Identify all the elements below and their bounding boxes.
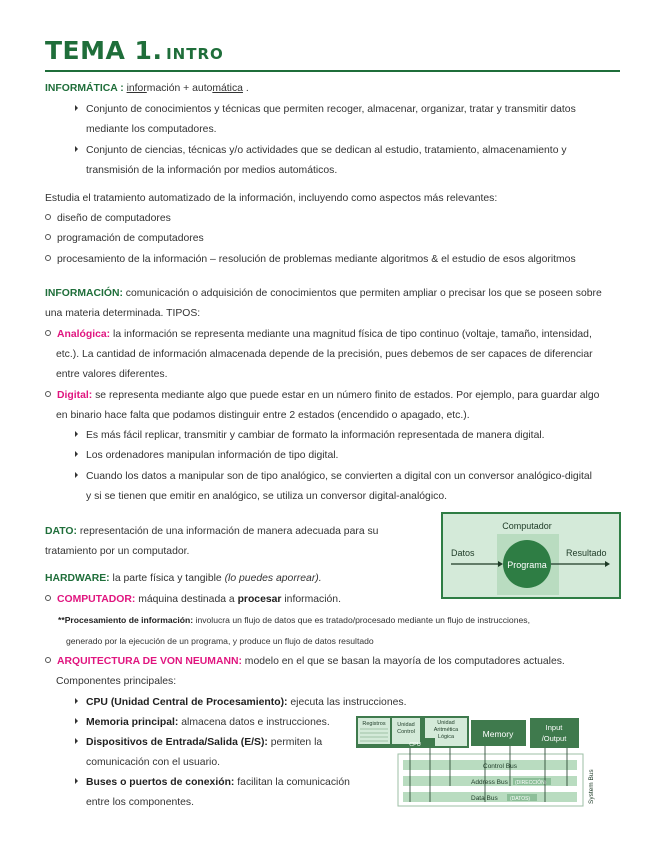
digital-label: Digital:: [57, 390, 93, 401]
digital-text: se representa mediante algo que puede estar en un número finito de estados. Por ejemplo, para guardar algo: [92, 390, 600, 401]
study-text: Estudia el tratamiento automatizado de la información, incluyendo como aspectos más relevantes:: [45, 193, 498, 204]
list-item: [75, 450, 338, 461]
list-item: [75, 777, 350, 788]
circle-bullet-icon: [45, 234, 51, 240]
list-item: [45, 656, 565, 667]
bullet-text: Conjunto de conocimientos y técnicas que permiten recoger, almacenar, organizar, tratar y transmitir datos: [86, 104, 576, 115]
list-item: [45, 254, 576, 265]
bullet-icon: [75, 146, 78, 152]
list-item-cont: [86, 124, 217, 135]
programa-label: Programa: [507, 560, 547, 570]
list-item: [75, 471, 592, 482]
resultado-label: Resultado: [566, 548, 607, 558]
data-bus-label: Data Bus: [471, 795, 498, 802]
circle-bullet-icon: [45, 330, 51, 336]
definition-text: información.: [281, 594, 341, 605]
list-item: [75, 697, 406, 708]
definition-text: representación de una información de manera adecuada para su: [76, 526, 379, 537]
component-name: Dispositivos de Entrada/Salida (E/S):: [86, 737, 268, 748]
component-text: comunicación con el usuario.: [86, 757, 220, 768]
list-item: [45, 329, 592, 340]
component-name: Memoria principal:: [86, 717, 179, 728]
analog-text: etc.). La cantidad de información almacenada depende de la precisión, pues debemos de ser capaces de diferenciar: [56, 349, 593, 360]
analog-text: la información se representa mediante una magnitud física de tipo continuo (voltaje, tamaño, intensidad,: [110, 329, 592, 340]
definition-text: comunicación o adquisición de conocimientos que permiten ampliar o precisar los que se poseen sobre: [122, 288, 602, 299]
definition-text: modelo en el que se basan la mayoría de los computadores actuales.: [241, 656, 565, 667]
list-item: [75, 737, 322, 748]
italic-note: (lo puedes aporrear).: [224, 573, 322, 584]
bullet-text: Es más fácil replicar, transmitir y cambiar de formato la información representada de manera digital.: [86, 430, 545, 441]
def-part: .: [242, 83, 249, 94]
control-unit-label: Control: [397, 729, 415, 735]
io-label: Input: [545, 723, 563, 732]
bullet-text: transmisión de la información por medios automáticos.: [86, 165, 338, 176]
def-part: mación + auto: [146, 83, 213, 94]
component-name: CPU (Unidad Central de Procesamiento):: [86, 697, 288, 708]
list-item-cont: [86, 165, 337, 176]
bullet-text: mediante los computadores.: [86, 124, 217, 135]
bold-word: procesar: [237, 594, 282, 605]
circle-bullet-icon: [45, 255, 51, 261]
digital-text: en binario hace falta que podamos distinguir entre 2 estados (encendido o apagado, etc.).: [56, 410, 470, 421]
neumann-label: ARQUITECTURA DE VON NEUMANN:: [57, 656, 242, 667]
def-part: mática: [212, 83, 243, 94]
hardware-label: HARDWARE:: [45, 573, 110, 584]
component-text: almacena datos e instrucciones.: [178, 717, 330, 728]
component-name: Buses o puertos de conexión:: [86, 777, 235, 788]
page-title: [45, 36, 224, 65]
title-sub: INTRO: [166, 45, 224, 63]
bullet-icon: [75, 105, 78, 111]
components-heading: Componentes principales:: [56, 676, 177, 687]
component-text: ejecuta las instrucciones.: [287, 697, 407, 708]
component-text: permiten la: [267, 737, 323, 748]
registros-label: Registros: [362, 721, 386, 727]
circle-bullet-icon: [45, 657, 51, 663]
definition-text: la parte física y tangible: [109, 573, 225, 584]
analog-label: Analógica:: [57, 329, 111, 340]
informacion-definition: [45, 288, 602, 299]
control-unit-label: Unidad: [397, 722, 415, 728]
computador-label: Computador: [502, 521, 552, 531]
informatica-definition: [45, 83, 249, 94]
bullet-icon: [75, 451, 78, 457]
bullet-text: Los ordenadores manipulan información de tipo digital.: [86, 450, 339, 461]
note-text: generado por la ejecución de un programa, y produce un flujo de datos resultado: [66, 636, 374, 646]
component-text: facilitan la comunicación: [234, 777, 350, 788]
list-item-cont: [86, 797, 194, 808]
bullet-text: Conjunto de ciencias, técnicas y/o actividades que se dedican al estudio, tratamiento, almacenamiento y: [86, 145, 567, 156]
aspect-text: diseño de computadores: [57, 213, 171, 224]
procesamiento-note: [58, 615, 530, 625]
computador-diagram: [441, 512, 621, 599]
title-underline: [45, 70, 620, 72]
list-item: [75, 104, 576, 115]
definition-text: máquina destinada a: [135, 594, 238, 605]
aspect-text: procesamiento de la información – resolución de problemas mediante algoritmos & el estudio de esos algoritmos: [57, 254, 576, 265]
informatica-label: INFORMÁTICA :: [45, 83, 124, 94]
aspect-text: programación de computadores: [57, 233, 204, 244]
circle-bullet-icon: [45, 595, 51, 601]
dato-label: DATO:: [45, 526, 77, 537]
def-part: infor: [126, 83, 147, 94]
bullet-icon: [75, 778, 78, 784]
definition-text: tratamiento por un computador.: [45, 546, 190, 557]
datos-label: Datos: [451, 548, 475, 558]
list-item: [75, 717, 330, 728]
alu-label: Aritmética: [433, 727, 459, 733]
von-neumann-diagram: [355, 712, 600, 808]
dato-definition: [45, 526, 378, 537]
list-item: [75, 430, 545, 441]
bullet-icon: [75, 431, 78, 437]
list-item-cont: [86, 757, 220, 768]
cpu-label: CPU: [409, 742, 421, 748]
component-text: entre los componentes.: [86, 797, 195, 808]
list-item: [45, 233, 204, 244]
list-item: [75, 145, 567, 156]
definition-text: una materia determinada. TIPOS:: [45, 308, 201, 319]
bullet-icon: [75, 472, 78, 478]
list-item: [45, 213, 171, 224]
alu-label: Lógica: [437, 734, 455, 740]
system-bus-label: System Bus: [588, 769, 595, 804]
circle-bullet-icon: [45, 214, 51, 220]
bullet-text: Cuando los datos a manipular son de tipo analógico, se convierten a digital con un conversor analógico-digital: [86, 471, 592, 482]
hardware-definition: [45, 573, 322, 584]
io-label: /Output: [541, 734, 567, 743]
informacion-label: INFORMACIÓN:: [45, 288, 123, 299]
bullet-icon: [75, 698, 78, 704]
data-tag: (DATOS): [510, 796, 531, 802]
title-main: TEMA 1.: [45, 36, 163, 65]
bullet-icon: [75, 738, 78, 744]
memory-label: Memory: [482, 729, 514, 739]
circle-bullet-icon: [45, 391, 51, 397]
list-item: [45, 594, 341, 605]
alu-label: Unidad: [437, 720, 455, 726]
list-item: [45, 390, 599, 401]
bullet-icon: [75, 718, 78, 724]
control-bus-label: Control Bus: [483, 763, 517, 770]
analog-text: entre valores diferentes.: [56, 369, 168, 380]
address-bus-label: Address Bus: [471, 779, 508, 786]
procesamiento-label: **Procesamiento de información:: [58, 615, 194, 625]
computador-label: COMPUTADOR:: [57, 594, 136, 605]
address-tag: (DIRECCIÓN): [515, 780, 547, 786]
bullet-text: y si se tienen que emitir en analógico, se utiliza un conversor digital-analógico.: [86, 491, 447, 502]
note-text: involucra un flujo de datos que es tratado/procesado mediante un flujo de instrucciones,: [193, 615, 530, 625]
